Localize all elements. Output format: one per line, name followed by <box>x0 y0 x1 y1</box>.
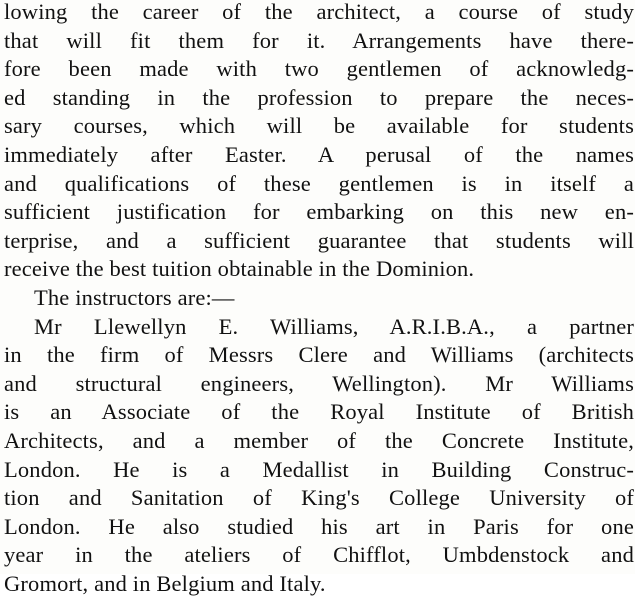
text-line: Gromort, and in Belgium and Italy. <box>4 570 326 596</box>
text-line: in the firm of Messrs Clere and Williams (architects <box>4 342 634 368</box>
text-line: London. He also studied his art in Paris for one <box>4 513 634 539</box>
text-line: Mr Llewellyn E. Williams, A.R.I.B.A., a partner <box>34 313 634 339</box>
text-line: ed standing in the profession to prepare the neces- <box>4 84 634 110</box>
text-line: sary courses, which will be available for students <box>4 113 634 139</box>
paragraph-heading: The instructors are:— <box>34 284 235 310</box>
text-line: tion and Sanitation of King's College University of <box>4 485 634 511</box>
text-line: immediately after Easter. A perusal of the names <box>4 141 634 167</box>
text-line: and qualifications of these gentlemen is in itself a <box>4 170 634 196</box>
text-line: fore been made with two gentlemen of acknowledg- <box>4 56 634 82</box>
text-line: and structural engineers, Wellington). Mr Williams <box>4 370 634 396</box>
text-line: terprise, and a sufficient guarantee that students will <box>4 227 634 253</box>
text-line: lowing the career of the architect, a course of study <box>4 0 634 24</box>
text-line: Architects, and a member of the Concrete Institute, <box>4 427 634 453</box>
text-line: London. He is a Medallist in Building Construc- <box>4 456 634 482</box>
text-line: is an Associate of the Royal Institute of British <box>4 399 634 425</box>
article-column <box>4 0 634 598</box>
text-line: year in the ateliers of Chifflot, Umbdenstock and <box>4 542 634 568</box>
text-line: receive the best tuition obtainable in the Dominion. <box>4 256 475 282</box>
text-line: sufficient justification for embarking on this new en- <box>4 199 634 225</box>
text-line: that will fit them for it. Arrangements have there- <box>4 27 634 53</box>
